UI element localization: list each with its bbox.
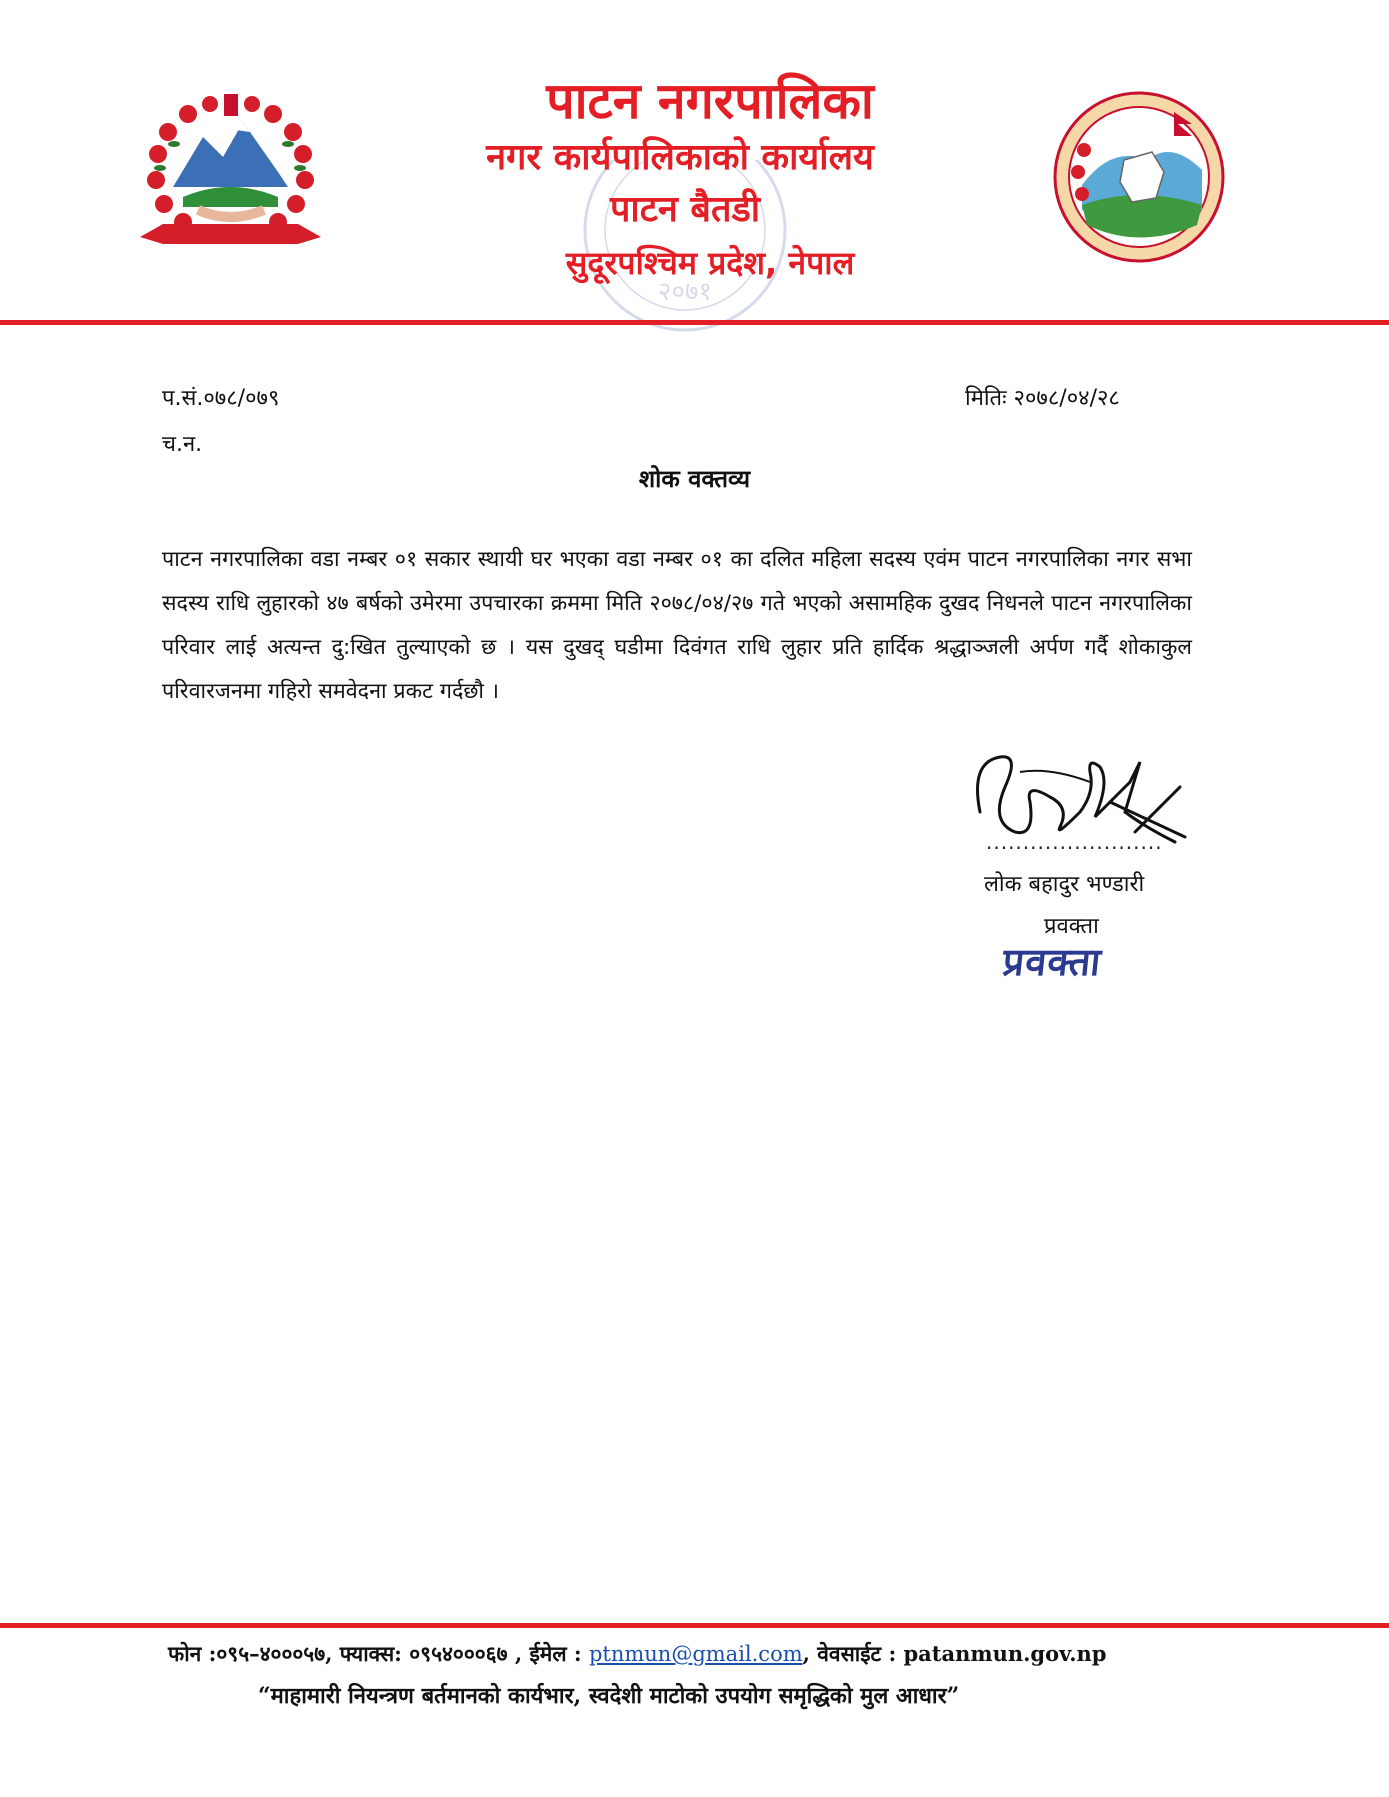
letterhead [400, 70, 1000, 290]
footer-divider [0, 1623, 1389, 1628]
letter-date: मितिः २०७८/०४/२८ [965, 386, 1120, 411]
designation-stamp: प्रवक्ता [1000, 940, 1104, 984]
footer-website: , वेवसाईट : patanmun.gov.np [802, 1641, 1107, 1666]
nepal-emblem-logo [128, 92, 333, 252]
footer-contact [168, 1640, 1106, 1668]
footer-email-link[interactable]: ptnmun@gmail.com [588, 1642, 803, 1666]
letter-title: शोक वक्तव्य [638, 465, 751, 493]
municipality-logo [1052, 90, 1226, 264]
signature-line: ........................ [986, 830, 1163, 854]
municipality-name: पाटन नगरपालिका [546, 72, 874, 130]
dispatch-number: च.न. [162, 432, 203, 457]
location-name: पाटन बैतडी [609, 189, 761, 230]
footer-slogan: “माहामारी नियन्त्रण बर्तमानको कार्यभार, स्वदेशी माटोको उपयोग समृद्धिको मुल आधार” [258, 1683, 960, 1709]
header-divider [0, 320, 1389, 325]
footer-phone-fax: फोन :०९५–४०००५७, फ्याक्स: ०९५४०००६७ , ईमेल : [168, 1641, 582, 1666]
signer-name: लोक बहादुर भण्डारी [984, 872, 1145, 897]
reference-number: प.सं.०७८/०७९ [162, 386, 280, 411]
office-name: नगर कार्यपालिकाको कार्यालय [486, 137, 874, 178]
signer-designation: प्रवक्ता [1044, 914, 1099, 939]
watermark-year: २०७१ [657, 277, 713, 307]
province-name: सुदूरपश्चिम प्रदेश, नेपाल [565, 244, 855, 282]
letter-body: पाटन नगरपालिका वडा नम्बर ०१ सकार स्थायी घर भएका वडा नम्बर ०१ का दलित महिला सदस्य एवंम पाटन नगरपालिका नगर सभा सदस्य राधि लुहारको ४७ बर्षको उमेरमा उपचारका क्रममा मिति २०७८/०४/२७ गते भएको असामहिक दुखद निधनले पाटन नगरपालिका परिवार लाई अत्यन्त दु:खित तुल्याएको छ । यस दुखद् घडीमा दिवंगत राधि लुहार प्रति हार्दिक श्रद्धाञ्जली अर्पण गर्दै शोकाकुल परिवारजनमा गहिरो समवेदना प्रकट गर्दछौ । [162, 547, 1192, 704]
